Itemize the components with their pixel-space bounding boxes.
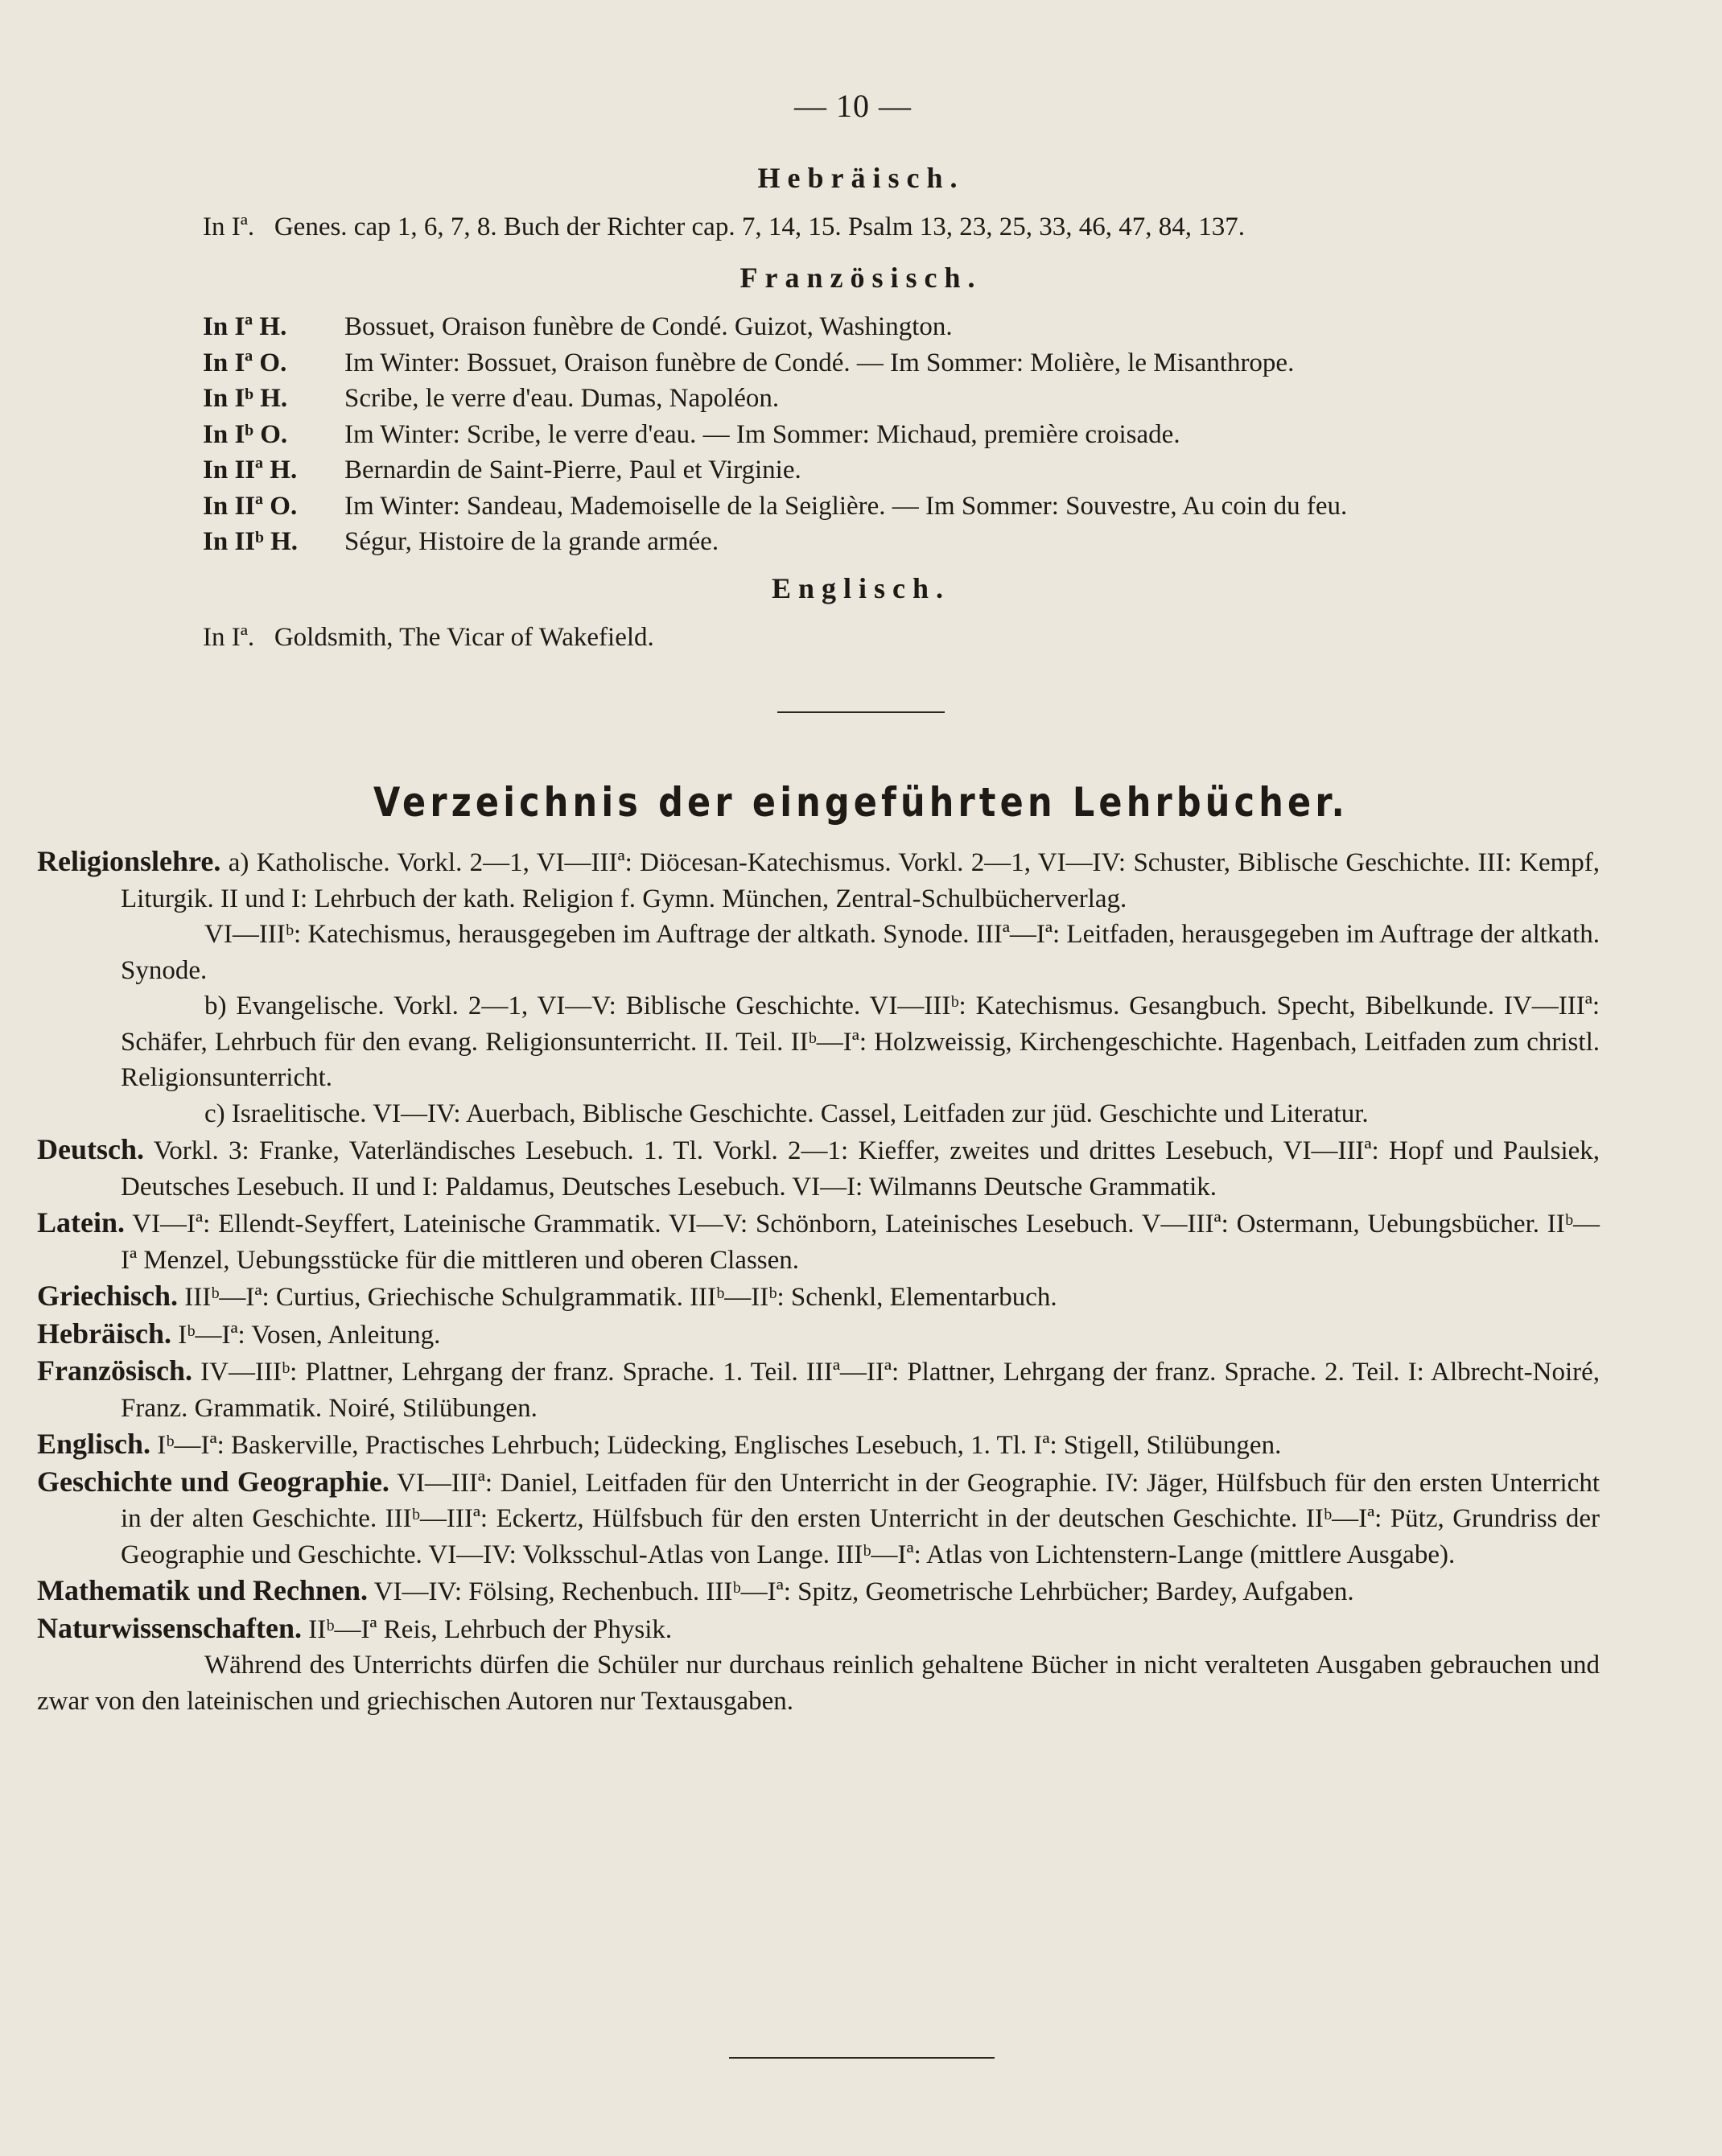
section-text: Iᵇ—Iª: Vosen, Anleitung. [178, 1320, 441, 1350]
franzoesisch-line [203, 454, 801, 486]
section-entry [37, 1353, 1600, 1426]
section-heading: Griechisch. [37, 1280, 178, 1312]
section-entry [37, 1610, 1600, 1648]
line-text: Bernardin de Saint-Pierre, Paul et Virginie. [344, 456, 801, 484]
divider-rule [777, 711, 945, 713]
section-text: Während des Unterrichts dürfen die Schüler nur durchaus reinlich gehaltene Bücher in nicht veralteten Ausgaben gebrauchen und zwar von den lateinischen und griechischen Autoren nur Textausgaben. [37, 1651, 1600, 1716]
section-entry [121, 1096, 1600, 1132]
line-text: Im Winter: Scribe, le verre d'eau. — Im Sommer: Michaud, première croisade. [344, 419, 1180, 449]
class-label: In Iª O. [203, 348, 287, 377]
section-entry [37, 1573, 1600, 1610]
class-label: In Iª. [203, 212, 255, 241]
class-label: In Iª H. [203, 312, 287, 341]
section-heading: Hebräisch. [37, 1317, 171, 1350]
line-text: Bossuet, Oraison funèbre de Condé. Guizot, Washington. [344, 312, 953, 341]
section-entry [37, 1205, 1600, 1278]
line-text: Genes. cap 1, 6, 7, 8. Buch der Richter cap. 7, 14, 15. Psalm 13, 23, 25, 33, 46, 47, 84, 137. [274, 212, 1246, 241]
heading-englisch: Englisch. [771, 572, 951, 604]
section-entry [37, 1278, 1600, 1316]
section-text: Vorkl. 3: Franke, Vaterländisches Lesebuch. 1. Tl. Vorkl. 2—1: Kieffer, zweites und drittes Lesebuch, VI—IIIª: Hopf und Paulsiek, Deutsches Lesebuch. II und I: Paldamus, Deutsches Lesebuch. VI—I: Wilmanns Deutsche Grammatik. [121, 1136, 1600, 1202]
bottom-rule [729, 2057, 995, 2059]
section-text: VI—Iª: Ellendt-Seyffert, Lateinische Grammatik. VI—V: Schönborn, Lateinisches Lesebuch. V—IIIª: Ostermann, Uebungsbücher. IIᵇ—Iª Menzel, Uebungsstücke für die mittleren und oberen Classen. [121, 1210, 1600, 1275]
franzoesisch-line [203, 490, 1347, 522]
class-label: In IIª O. [203, 491, 298, 521]
section-text: a) Katholische. Vorkl. 2—1, VI—IIIª: Diöcesan-Katechismus. Vorkl. 2—1, VI—IV: Schuster, Biblische Geschichte. III: Kempf, Liturgik. II und I: Lehrbuch der kath. Religion f. Gymn. München, Zentral-Schulbücherverlag. [121, 848, 1600, 913]
section-entry [37, 1464, 1600, 1573]
class-label: In IIᵇ H. [203, 527, 298, 556]
section-text: IIIᵇ—Iª: Curtius, Griechische Schulgrammatik. IIIᵇ—IIᵇ: Schenkl, Elementarbuch. [184, 1283, 1057, 1312]
franzoesisch-line [203, 382, 779, 414]
line-text: Im Winter: Bossuet, Oraison funèbre de Condé. — Im Sommer: Molière, le Misanthrope. [344, 348, 1295, 377]
class-label: In Iᵇ H. [203, 384, 288, 413]
page-title: Verzeichnis der eingeführten Lehrbücher. [373, 779, 1349, 826]
section-heading: Latein. [37, 1206, 126, 1239]
section-text: c) Israelitische. VI—IV: Auerbach, Biblische Geschichte. Cassel, Leitfaden zur jüd. Geschichte und Literatur. [204, 1099, 1369, 1128]
franzoesisch-line [203, 311, 953, 343]
textbook-list [37, 843, 1600, 1719]
heading-hebraeisch: Hebräisch. [757, 162, 965, 194]
section-heading: Deutsch. [37, 1133, 144, 1165]
section-entry [37, 1647, 1600, 1719]
franzoesisch-line [203, 526, 719, 558]
heading-franzoesisch: Französisch. [739, 262, 983, 294]
section-entry [121, 917, 1600, 988]
section-entry [37, 1132, 1600, 1205]
section-text: VI—IIIᵇ: Katechismus, herausgegeben im Auftrage der altkath. Synode. IIIª—Iª: Leitfaden, herausgegeben im Auftrage der altkath. Synode. [121, 920, 1600, 985]
section-entry [37, 1426, 1600, 1464]
class-label: In Iª. [203, 623, 255, 652]
section-text: IIᵇ—Iª Reis, Lehrbuch der Physik. [308, 1614, 673, 1644]
franzoesisch-line [203, 347, 1294, 379]
section-text: b) Evangelische. Vorkl. 2—1, VI—V: Biblische Geschichte. VI—IIIᵇ: Katechismus. Gesangbuch. Specht, Bibelkunde. IV—IIIª: Schäfer, Lehrbuch für den evang. Religionsunterricht. II. Teil. IIᵇ—Iª: Holzweissig, Kirchengeschichte. Hagenbach, Leitfaden zum christl. Religionsunterricht. [121, 991, 1600, 1092]
section-text: VI—IV: Fölsing, Rechenbuch. IIIᵇ—Iª: Spitz, Geometrische Lehrbücher; Bardey, Aufgaben. [373, 1577, 1354, 1606]
class-label: In Iᵇ O. [203, 419, 288, 449]
section-heading: Religionslehre. [37, 845, 221, 877]
section-heading: Englisch. [37, 1428, 151, 1460]
englisch-line [203, 621, 654, 653]
line-text: Ségur, Histoire de la grande armée. [344, 527, 719, 556]
line-text: Goldsmith, The Vicar of Wakefield. [274, 623, 654, 652]
section-text: VI—IIIª: Daniel, Leitfaden für den Unterricht in der Geographie. IV: Jäger, Hülfsbuch für den ersten Unterricht in der alten Geschichte. IIIᵇ—IIIª: Eckertz, Hülfsbuch für den ersten Unterricht in der deutschen Geschichte. IIᵇ—Iª: Pütz, Grundriss der Geographie und Geschichte. VI—IV: Volksschul-Atlas von Lange. IIIᵇ—Iª: Atlas von Lichtenstern-Lange (mittlere Ausgabe). [121, 1468, 1600, 1569]
section-entry [37, 843, 1600, 917]
section-entry [121, 988, 1600, 1096]
section-text: Iᵇ—Iª: Baskerville, Practisches Lehrbuch; Lüdecking, Englisches Lesebuch, 1. Tl. Iª: Stigell, Stilübungen. [157, 1431, 1282, 1460]
section-heading: Naturwissenschaften. [37, 1611, 302, 1644]
section-text: IV—IIIᵇ: Plattner, Lehrgang der franz. Sprache. 1. Teil. IIIª—IIª: Plattner, Lehrgang der franz. Sprache. 2. Teil. I: Albrecht-Noiré, Franz. Grammatik. Noiré, Stilübungen. [121, 1358, 1600, 1423]
section-heading: Französisch. [37, 1354, 192, 1387]
page-number: — 10 — [794, 88, 912, 124]
section-heading: Geschichte und Geographie. [37, 1465, 389, 1498]
line-text: Scribe, le verre d'eau. Dumas, Napoléon. [344, 384, 780, 413]
section-heading: Mathematik und Rechnen. [37, 1574, 369, 1606]
class-label: In IIª H. [203, 456, 298, 484]
section-entry [37, 1316, 1600, 1354]
franzoesisch-line [203, 418, 1180, 451]
line-text: Im Winter: Sandeau, Mademoiselle de la Seiglière. — Im Sommer: Souvestre, Au coin du feu. [344, 491, 1348, 521]
hebraeisch-line [203, 211, 1571, 243]
